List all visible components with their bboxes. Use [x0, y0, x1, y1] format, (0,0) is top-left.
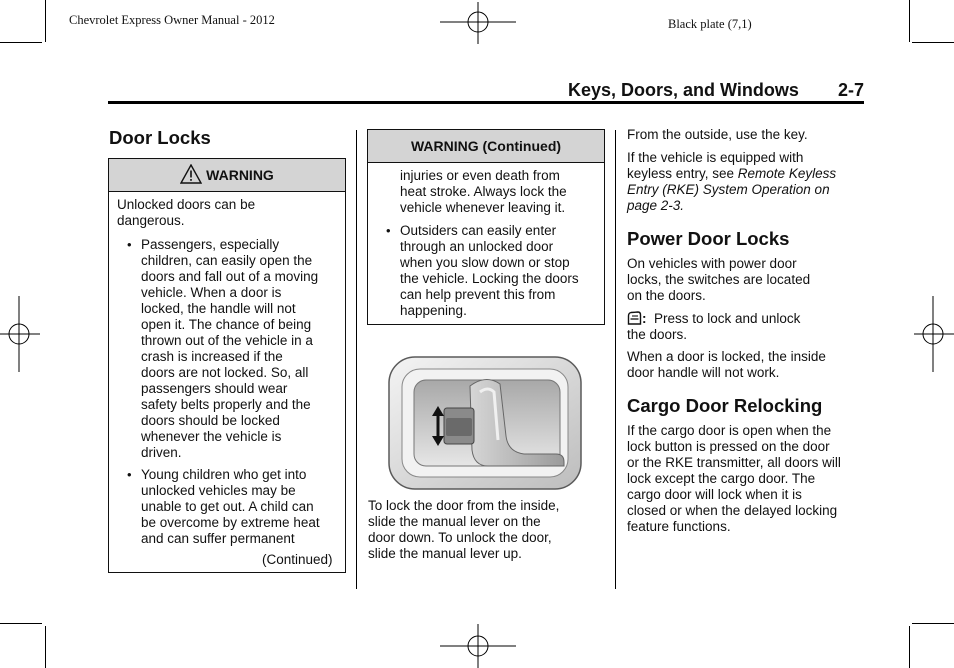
rke-link[interactable]: Remote Keyless [737, 166, 837, 181]
continued-label: (Continued) [262, 552, 333, 567]
manual-title: Chevrolet Express Owner Manual - 2012 [69, 13, 275, 27]
crop-mark [912, 623, 954, 624]
crop-mark [909, 626, 910, 668]
warning-continued-para: injuries or even death from heat stroke. Always lock the vehicle whenever leaving it. [400, 168, 567, 215]
crop-mark [912, 42, 954, 43]
column-divider [356, 130, 357, 589]
crop-mark [909, 0, 910, 42]
bullet-dot: • [386, 223, 391, 238]
outside-key-text: From the outside, use the key. [627, 127, 808, 142]
bullet-dot: • [127, 237, 132, 252]
warning-bullet-1: Passengers, especially children, can easily open the doors and fall out of a moving vehicle. When a door is locked, the handle will not open it. The chance of being thrown out of the vehicle in a crash is increased if the doors are not locked. So, all passengers should wear safety belts properly and the doors should be locked whenever the vehicle is driven. [141, 237, 319, 460]
warning-triangle-icon [180, 164, 202, 184]
power-locks-text: On vehicles with power door locks, the switches are located on the doors. [627, 256, 811, 303]
registration-mark-left [0, 296, 40, 372]
warning-bullet-2: Young children who get into unlocked vehicles may be unable to get out. A child can be overcome by extreme heat and can suffer permanent [141, 467, 320, 546]
warning-intro: Unlocked doors can be dangerous. [117, 197, 256, 228]
section-title: Keys, Doors, and Windows [568, 80, 799, 100]
plate-label: Black plate (7,1) [668, 17, 752, 31]
bullet-dot: • [127, 467, 132, 482]
lock-switch-icon [627, 311, 642, 325]
warning-title: WARNING [206, 167, 274, 183]
lock-caption: To lock the door from the inside, slide the manual lever on the door down. To unlock the door, slide the manual lever up. [368, 498, 560, 561]
heading-door-locks: Door Locks [109, 127, 211, 148]
header-rule [108, 101, 864, 104]
registration-mark-right [914, 296, 954, 372]
crop-mark [0, 42, 42, 43]
registration-mark-bottom [440, 624, 516, 668]
column-divider [615, 130, 616, 589]
warning-continued-header: WARNING (Continued) [368, 130, 604, 163]
heading-power-door-locks: Power Door Locks [627, 228, 790, 249]
inside-handle-text: When a door is locked, the inside door handle will not work. [627, 349, 826, 380]
crop-mark [45, 626, 46, 668]
heading-cargo-door-relocking: Cargo Door Relocking [627, 395, 823, 416]
lock-switch-text: : Press to lock and unlock the doors. [627, 311, 801, 342]
cargo-relock-text: If the cargo door is open when the lock button is pressed on the door or the RKE transmitter, all doors will lock except the cargo door. The cargo door will lock when it is closed or when the delayed locking feature functions. [627, 423, 841, 534]
warning-continued-bullet: Outsiders can easily enter through an unlocked door when you slow down or stop the vehicle. Locking the doors can help prevent this from happening. [400, 223, 579, 318]
registration-mark-top [440, 2, 516, 46]
page-number: 2-7 [838, 80, 865, 100]
keyless-entry-text: If the vehicle is equipped with keyless entry, see Remote Keyless Entry (RKE) System Operation on page 2-3. [627, 150, 837, 213]
crop-mark [45, 0, 46, 42]
warning-header [109, 159, 345, 192]
door-lock-illustration [388, 356, 582, 490]
crop-mark [0, 623, 42, 624]
